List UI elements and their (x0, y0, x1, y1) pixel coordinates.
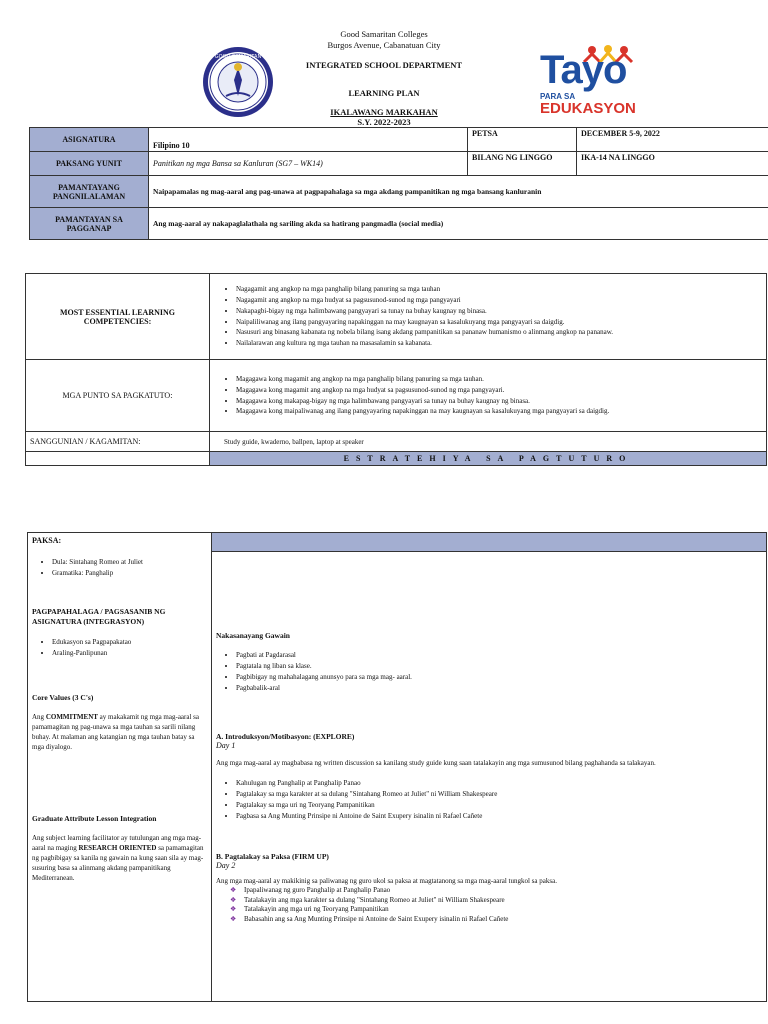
list-item: • Nailalarawan ang kultura ng mga tauhan na masasalamin sa kabanata. (236, 338, 762, 349)
paksa-list (32, 557, 207, 579)
asignatura-label: ASIGNATURA (30, 128, 149, 152)
strategy-heading: ESTRATEHIYA SA PAGTUTURO (210, 452, 767, 466)
sanggunian-label: SANGGUNIAN / KAGAMITAN: (26, 432, 210, 452)
core-values-text: Ang COMMITMENT ay makakamit ng mga mag-aaral sa pamamagitan ng pag-unawa sa mga tauhan sa sarili nilang buhay. At malaman ang katangian ng mga tauhan batay sa mga diyalogo. (32, 713, 199, 751)
list-item: • Edukasyon sa Pagpapakatao (52, 637, 207, 648)
para-sa-text: PARA SA (540, 92, 576, 101)
commitment-highlight: COMMITMENT (45, 713, 98, 721)
punto-list (214, 374, 762, 417)
list-item: • Pagbasa sa Ang Munting Prinsipe ni Antoine de Saint Exupery isinalin ni Rafael Cañete (236, 811, 762, 822)
strategy-header-bar (212, 533, 767, 552)
paksang-yunit-label: PAKSANG YUNIT (30, 152, 149, 176)
section-a-day: Day 1 (216, 741, 236, 750)
document-title: LEARNING PLAN (348, 88, 420, 98)
svg-text:GOOD SAMARITAN: GOOD SAMARITAN (214, 54, 262, 60)
edukasyon-text: EDUKASYON (540, 100, 636, 117)
core-values-label: Core Values (3 C's) (32, 693, 94, 702)
list-item: • Dula: Sintahang Romeo at Juliet (52, 557, 207, 568)
nakasanayang-list (216, 650, 762, 694)
nakasanayang-label: Nakasanayang Gawain (216, 631, 290, 640)
tayo-wordmark: Tayo (540, 48, 627, 92)
list-item: ❖ Babasahin ang sa Ang Munting Prinsipe ni Antoine de Saint Exupery isinalin ni Rafael Cañete (230, 915, 762, 925)
school-name: Good Samaritan Colleges (340, 29, 428, 39)
section-b-heading: B. Pagtalakay sa Paksa (FIRM UP) (216, 852, 329, 861)
competency-table (25, 273, 767, 466)
list-item: • Magagawa kong maipaliwanag ang ilang pangyayaring napakinggan na may kaugnayan sa kasalukuyang mga pangyayari sa daigdig. (236, 406, 762, 417)
list-item: • Pagtalakay sa mga uri ng Teoryang Pampanitikan (236, 800, 762, 811)
lesson-table (27, 532, 767, 1002)
list-item: • Kahulugan ng Panghalip at Panghalip Panao (236, 778, 762, 789)
list-item: • Araling-Panlipunan (52, 648, 207, 659)
paksa-label: PAKSA: (32, 536, 62, 545)
list-item: ❖ Tatalakayin ang mga karakter sa dulang "Sintahang Romeo at Juliet" ni William Shakespeare (230, 896, 762, 906)
left-column (28, 533, 212, 1002)
list-item: • Pagbati at Pagdarasal (236, 650, 762, 661)
pangnilalaman-label: PAMANTAYANG PANGNILALAMAN (30, 176, 149, 208)
school-seal-logo (202, 46, 274, 118)
melc-list (214, 284, 762, 349)
list-item: • Magagawa kong makapag-bigay ng mga halimbawang pangyayari sa tunay na buhay kaugnay ng binasa. (236, 396, 762, 407)
pagganap-value: Ang mag-aaral ay nakapaglalathala ng sariling akda sa hatirang pangmadla (social media) (149, 208, 768, 240)
info-table (29, 127, 768, 240)
list-item: • Magagawa kong magamit ang angkop na mga panghalip bilang panuring sa mga tauhan. (236, 374, 762, 385)
list-item: • Naipaliliwanag ang ilang pangyayaring napakinggan na may kaugnayan sa kasalukuyang mga pangyayari sa daigdig. (236, 317, 762, 328)
melc-label: MOST ESSENTIAL LEARNING COMPETENCIES: (26, 274, 210, 360)
list-item: • Pagtalakay sa mga karakter at sa dulang "Sintahang Romeo at Juliet" ni William Shakespeare (236, 789, 762, 800)
list-item: • Nagagamit ang angkop na mga hudyat sa pagsusunod-sunod ng mga pangyayari (236, 295, 762, 306)
pangnilalaman-value: Naipapamalas ng mag-aaral ang pag-unawa at pagpapahalaga sa mga akdang pampanitikan ng mga bansang kanluranin (149, 176, 768, 208)
list-item: • Nasusuri ang binasang kabanata ng nobela bilang isang akdang pampanitikan sa pananaw humanismo o alinmang angkop na pananaw. (236, 327, 762, 338)
list-item: • Nakapagbi-bigay ng mga halimbawang pangyayari sa tunay na buhay kaugnay ng binasa. (236, 306, 762, 317)
tayo-para-sa-edukasyon-logo (538, 44, 638, 120)
department-title: INTEGRATED SCHOOL DEPARTMENT (305, 60, 463, 70)
list-item: • Nagagamit ang angkop na mga panghalip bilang panuring sa mga tauhan (236, 284, 762, 295)
list-item: • Pagbabalik-aral (236, 683, 762, 694)
integrasyon-list (32, 637, 207, 659)
section-b-text: Ang mga mag-aaral ay makikinig sa paliwanag ng guro ukol sa paksa at magtatanong sa mga mag-aaral tungkol sa paksa. (216, 877, 557, 885)
list-item: ❖ Ipapaliwanag ng guro Panghalip at Panghalip Panao (230, 886, 762, 896)
pagganap-label: PAMANTAYAN SA PAGGANAP (30, 208, 149, 240)
list-item: • Pagtatala ng liban sa klase. (236, 661, 762, 672)
sanggunian-value: Study guide, kwaderno, ballpen, laptop at speaker (210, 432, 767, 452)
section-a-heading: A. Introduksyon/Motibasyon: (EXPLORE) (216, 732, 355, 741)
quarter-title: IKALAWANG MARKAHAN (330, 107, 438, 117)
petsa-label: PETSA (468, 128, 577, 152)
petsa-value: DECEMBER 5-9, 2022 (577, 128, 768, 152)
list-item: ❖ Tatalakayin ang mga uri ng Teoryang Pampanitikan (230, 905, 762, 915)
school-year: S.Y. 2022-2023 (357, 117, 411, 127)
paksang-yunit-value: Panitikan ng mga Bansa sa Kanluran (SG7 – WK14) (149, 152, 468, 176)
research-oriented-highlight: RESEARCH ORIENTED (78, 844, 157, 852)
section-b-day: Day 2 (216, 861, 236, 870)
bilang-value: IKA-14 NA LINGGO (577, 152, 768, 176)
list-item: • Gramatika: Panghalip (52, 568, 207, 579)
graduate-text: Ang subject learning facilitator ay tutulungan ang mga mag-aaral na maging RESEARCH ORIENTED sa pamamagitan ng pagbibigay sa kanila ng gawain na kung saan sila ay mag-susuring basa sa alinmang akdang pampanitikang Mediterranean. (32, 834, 204, 882)
school-address: Burgos Avenue, Cabanatuan City (327, 40, 441, 50)
list-item: • Magagawa kong magamit ang angkop na mga hudyat sa pagsusunod-sunod ng mga pangyayari. (236, 385, 762, 396)
asignatura-value: Filipino 10 (149, 128, 468, 152)
bilang-label: BILANG NG LINGGO (468, 152, 577, 176)
graduate-label: Graduate Attribute Lesson Integration (32, 814, 157, 823)
section-b-list (216, 886, 762, 924)
section-a-list (216, 778, 762, 822)
list-item: • Pagbibigay ng mahahalagang anunsyo para sa mga mag- aaral. (236, 672, 762, 683)
punto-label: MGA PUNTO SA PAGKATUTO: (26, 360, 210, 432)
right-column (212, 552, 767, 1002)
section-a-text: Ang mga mag-aaral ay magbabasa ng written discussion sa kanilang study guide kung saan tatalakayin ang mga sumusunod bilang paghahanda sa talakayan. (216, 759, 656, 767)
integrasyon-label: PAGPAPAHALAGA / PAGSASANIB NG ASIGNATURA (INTEGRASYON) (32, 607, 166, 626)
